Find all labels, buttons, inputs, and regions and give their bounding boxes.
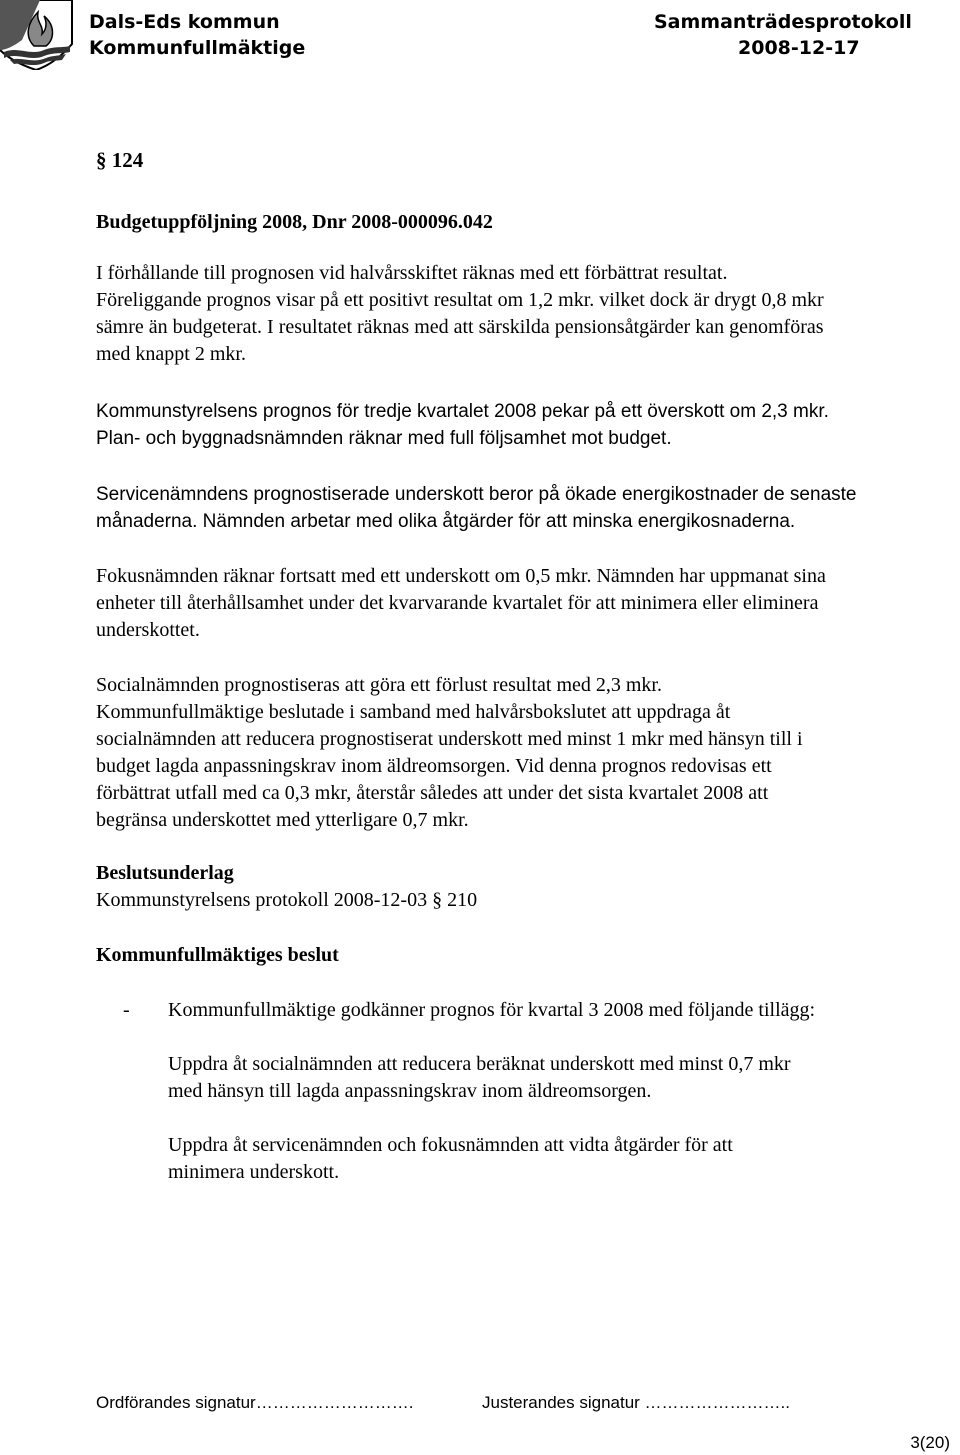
text-line: Föreliggande prognos visar på ett positivt resultat om 1,2 mkr. vilket dock är drygt 0,8 mkr: [96, 289, 824, 311]
basis-section: [96, 860, 936, 914]
adjuster-signature: Justerandes signatur ……………………..: [482, 1393, 790, 1412]
text-line: Servicenämndens prognostiserade underskott beror på ökade energikostnader de senaste: [96, 484, 857, 505]
text-line: budget lagda anpassningskrav inom äldreomsorgen. Vid denna prognos redovisas ett: [96, 755, 772, 777]
municipality-name: Dals-Eds kommun: [89, 11, 280, 33]
signature-footer: [96, 1393, 790, 1413]
text-line: Plan- och byggnadsnämnden räknar med full följsamhet mot budget.: [96, 428, 672, 449]
service-paragraph: [96, 481, 936, 535]
text-line: sämre än budgeterat. I resultatet räknas med att särskilda pensionsåtgärder kan genomföras: [96, 316, 824, 338]
section-symbol: §: [96, 148, 107, 172]
page-number: 3(20): [910, 1433, 950, 1452]
decision-dash: -: [123, 999, 130, 1021]
text-line: Kommunstyrelsens prognos för tredje kvartalet 2008 pekar på ett överskott om 2,3 mkr.: [96, 401, 829, 422]
header-right: [654, 9, 912, 61]
basis-ref: 210: [447, 889, 478, 911]
fokus-paragraph: [96, 563, 936, 644]
intro-paragraph: [96, 260, 936, 368]
text-line: Uppdra åt servicenämnden och fokusnämnden att vidta åtgärder för att: [168, 1134, 733, 1156]
text-line: underskottet.: [96, 619, 200, 641]
section-number: 124: [111, 148, 144, 172]
decision-item-text: Kommunfullmäktige godkänner prognos för kvartal 3 2008 med följande tillägg:: [168, 999, 816, 1021]
text-line: begränsa underskottet med ytterligare 0,7 mkr.: [96, 809, 469, 831]
social-paragraph: [96, 672, 936, 834]
chair-signature: Ordförandes signatur……………………….: [96, 1393, 414, 1412]
document-type: Sammanträdesprotokoll: [654, 11, 912, 33]
decision-subitem-2: [168, 1132, 928, 1186]
decision-heading-block: [96, 942, 936, 969]
text-line: Uppdra åt socialnämnden att reducera beräknat underskott med minst 0,7 mkr: [168, 1053, 791, 1075]
text-line: Socialnämnden prognostiseras att göra ett förlust resultat med 2,3 mkr.: [96, 674, 662, 696]
text-line: socialnämnden att reducera prognostiserat underskott med minst 1 mkr med hänsyn till i: [96, 728, 803, 750]
basis-heading: Beslutsunderlag: [96, 862, 234, 884]
text-line: enheter till återhållsamhet under det kvarvarande kvartalet för att minimera eller eliminera: [96, 592, 819, 614]
text-line: med knappt 2 mkr.: [96, 343, 246, 365]
text-line: minimera underskott.: [168, 1161, 340, 1183]
text-line: I förhållande till prognosen vid halvårsskiftet räknas med ett förbättrat resultat.: [96, 262, 728, 284]
document-title: Budgetuppföljning 2008, Dnr 2008-000096.042: [96, 211, 493, 233]
municipality-logo: [0, 0, 74, 70]
meeting-date: 2008-12-17: [738, 37, 860, 59]
basis-text-line: [96, 887, 936, 914]
decision-subitem-1: [168, 1051, 928, 1105]
meeting-date-row: [654, 35, 912, 61]
basis-symbol: §: [432, 889, 443, 911]
text-line: Fokusnämnden räknar fortsatt med ett underskott om 0,5 mkr. Nämnden har uppmanat sina: [96, 565, 826, 587]
text-line: med hänsyn till lagda anpassningskrav inom äldreomsorgen.: [168, 1080, 652, 1102]
text-line: förbättrat utfall med ca 0,3 mkr, återstår således att under det sista kvartalet 2008 att: [96, 782, 769, 804]
section-heading: [96, 147, 936, 174]
text-line: Kommunfullmäktige beslutade i samband med halvårsbokslutet att uppdraga åt: [96, 701, 731, 723]
header-left: [89, 9, 305, 61]
ks-paragraph: [96, 398, 936, 452]
decision-heading: Kommunfullmäktiges beslut: [96, 944, 339, 966]
document-title-block: [96, 209, 936, 236]
text-line: månaderna. Nämnden arbetar med olika åtgärder för att minska energikosnaderna.: [96, 511, 796, 532]
council-name: Kommunfullmäktige: [89, 37, 306, 59]
basis-text: Kommunstyrelsens protokoll 2008-12-03: [96, 889, 428, 911]
